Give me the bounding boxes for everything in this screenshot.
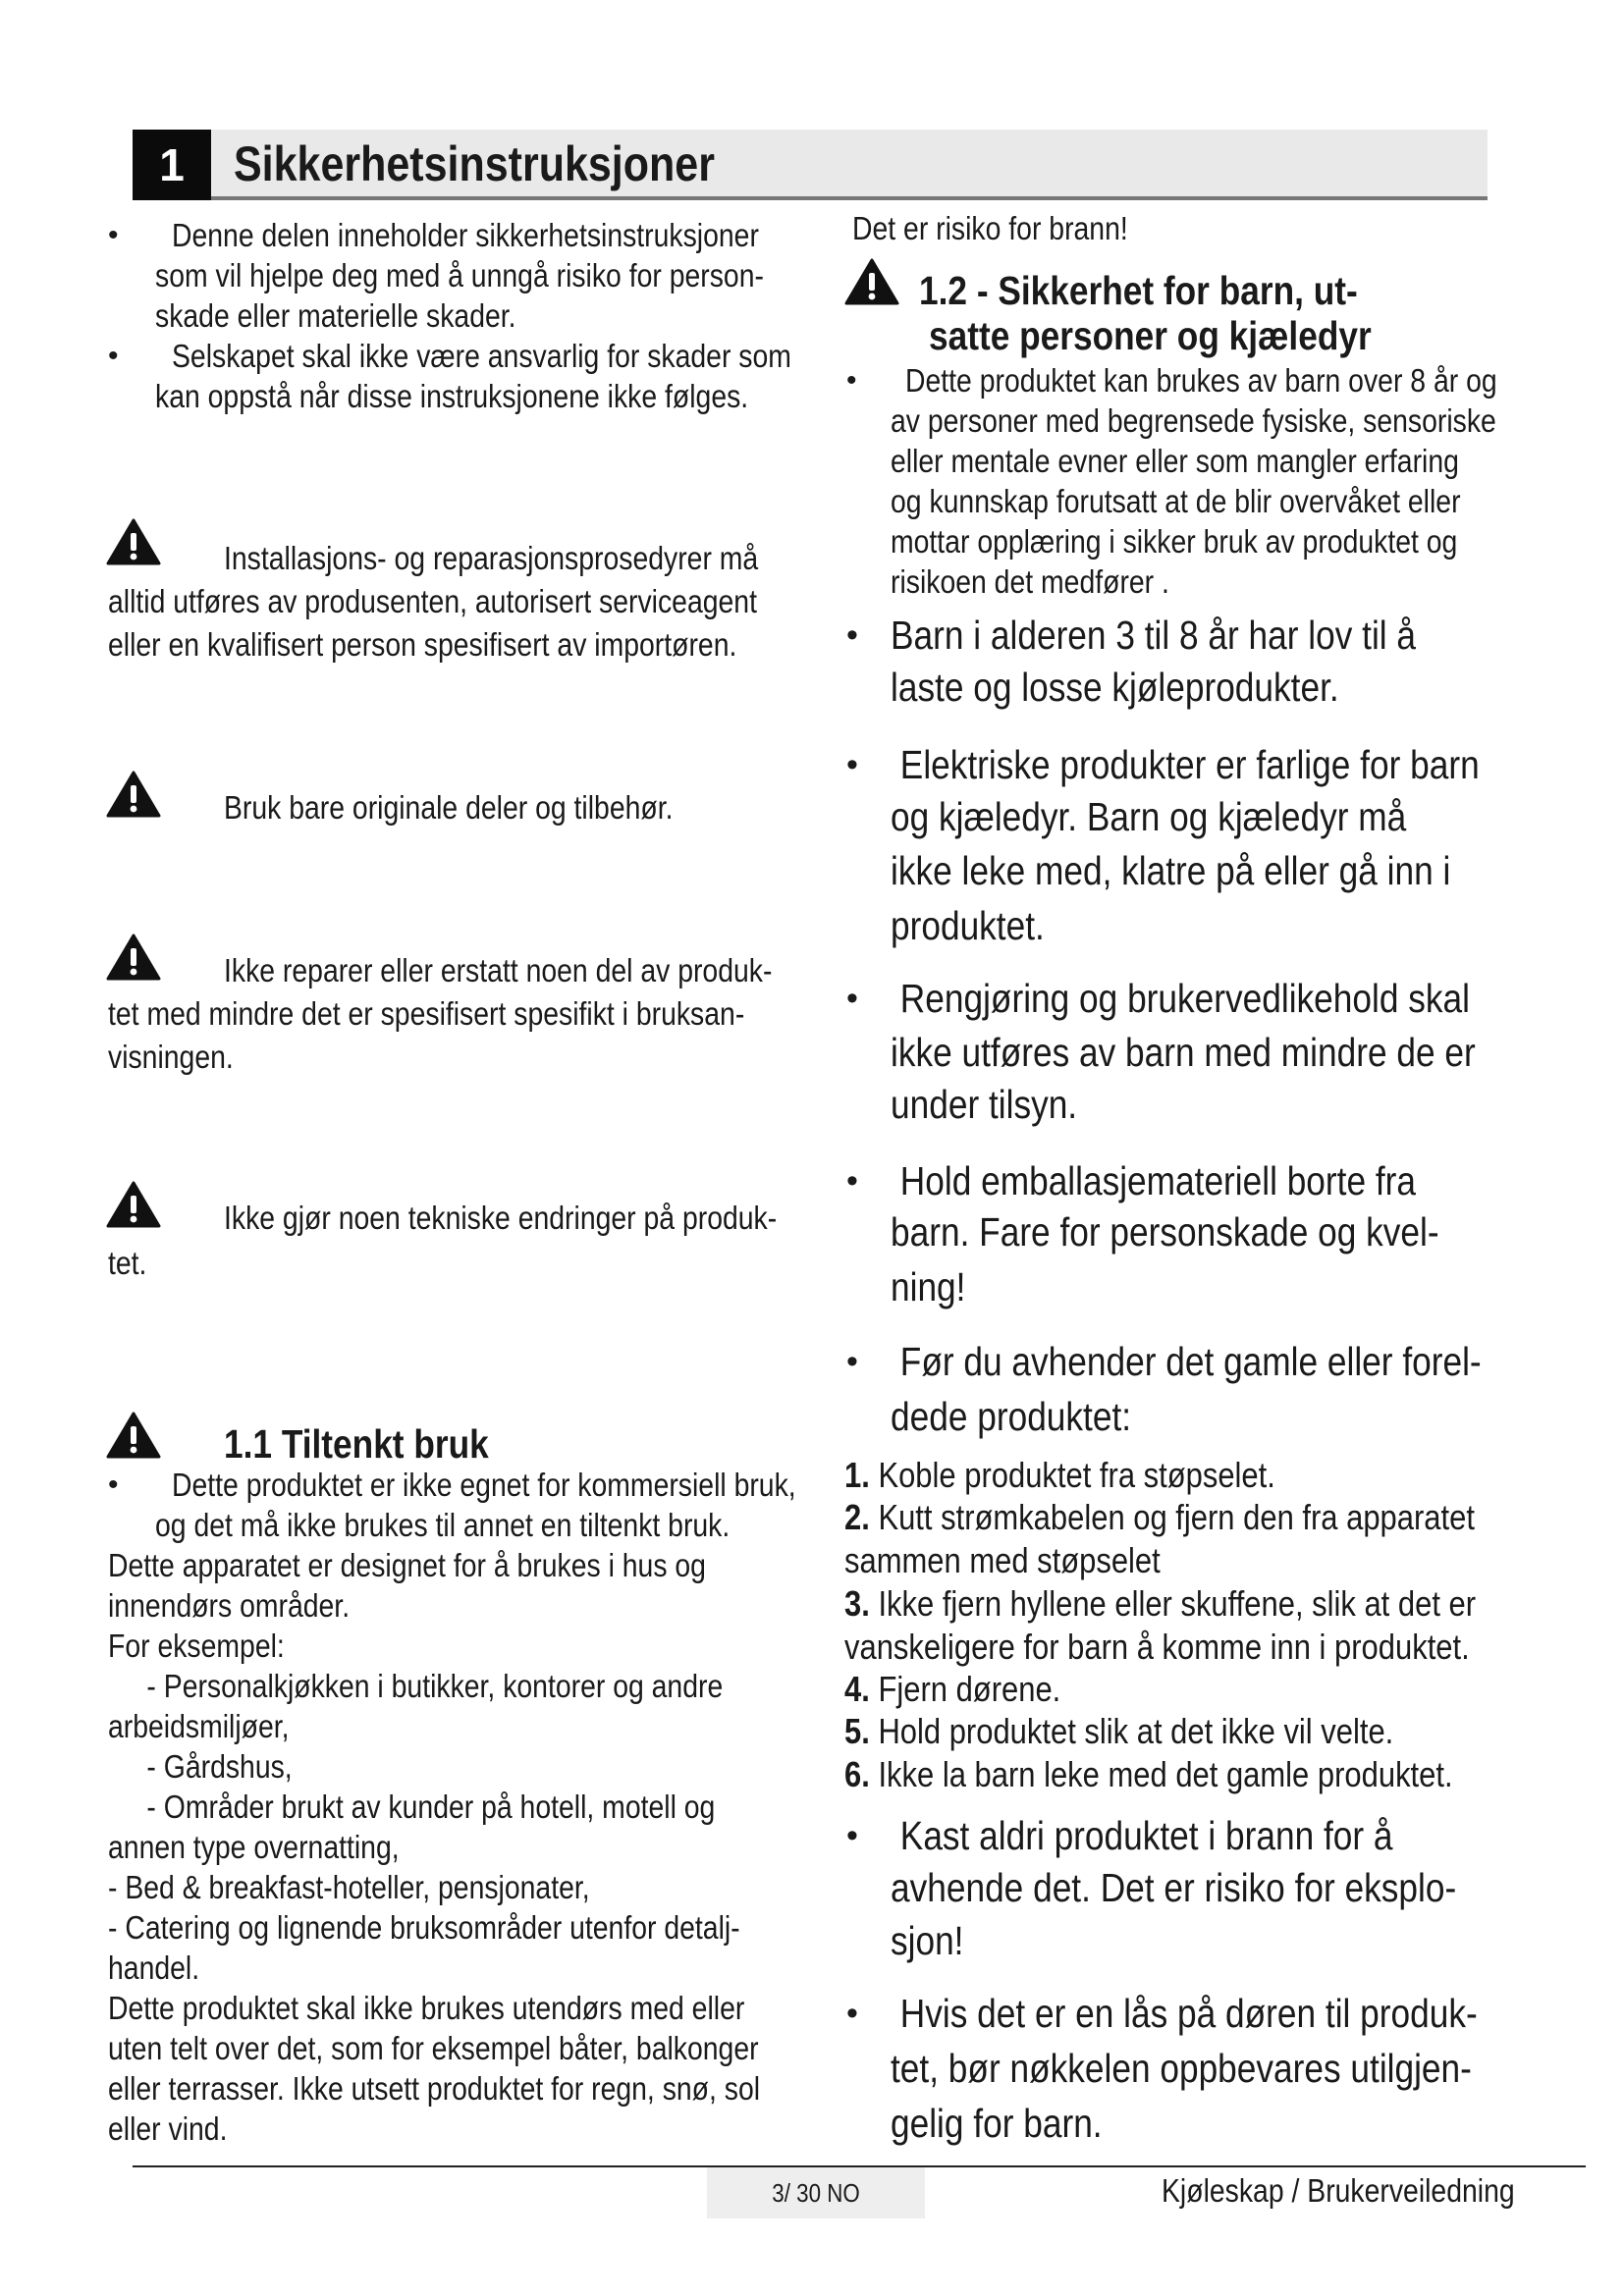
footer-document-title: Kjøleskap / Brukerveiledning [1162,2172,1515,2209]
body-line: - Gårdshus, [108,1748,293,1785]
bullet-glyph: • [846,1162,858,1200]
section-1-2-heading-line-2: satte personer og kjæledyr [929,313,1372,358]
step-text: Kutt strømkabelen og fjern den fra apparatet [878,1497,1475,1537]
section-number: 1 [133,130,211,200]
section-1-1-bullet-line-2: og det må ikke brukes til annet en tiltenkt bruk. [155,1507,731,1543]
section-1-1-bullet-line-1: Dette produktet er ikke egnet for kommersiell bruk, [172,1467,796,1503]
s12-bullet-7-line-3: sjon! [891,1918,964,1963]
intro-1-line-3: skade eller materielle skader. [155,297,516,334]
s12-bullet-5-line-2: barn. Fare for personskade og kvel- [891,1209,1439,1255]
intro-1-line-1: Denne delen inneholder sikkerhetsinstruksjoner [172,217,759,253]
warning-triangle-icon [106,1411,161,1460]
s12-bullet-1-line-3: eller mentale evner eller som mangler erfaring [891,443,1459,479]
warning-3-line-2: tet med mindre det er spesifisert spesifikt i bruksan- [108,995,745,1032]
s12-bullet-8-line-1: Hvis det er en lås på døren til produk- [891,1991,1478,2036]
step-2 [844,1497,1475,1537]
s12-bullet-2-line-1: Barn i alderen 3 til 8 år har lov til å [891,613,1417,658]
warning-triangle-icon [106,933,161,982]
s12-bullet-6-line-2: dede produktet: [891,1394,1132,1439]
body-line: - Catering og lignende bruksområder utenfor detalj- [108,1909,740,1946]
step-5 [844,1711,1393,1751]
step-3 [844,1583,1476,1624]
s12-bullet-4-line-1: Rengjøring og brukervedlikehold skal [891,976,1470,1021]
intro-2-line-2: kan oppstå når disse instruksjonene ikke følges. [155,378,749,414]
intro-2-line-1: Selskapet skal ikke være ansvarlig for skader som [172,338,791,374]
step-number: 2. [844,1497,870,1537]
page-number-text: 3/ 30 NO [772,2178,860,2208]
step-1 [844,1455,1275,1495]
step-text: Hold produktet slik at det ikke vil velte. [878,1711,1394,1751]
step-text: Fjern dørene. [878,1669,1061,1709]
s12-bullet-8-line-2: tet, bør nøkkelen oppbevares utilgjen- [891,2046,1472,2091]
s12-bullet-1-line-5: mottar opplæring i sikker bruk av produktet og [891,523,1458,560]
body-line: eller terrasser. Ikke utsett produktet for regn, snø, sol [108,2070,761,2107]
section-1-1-heading: 1.1 Tiltenkt bruk [224,1421,489,1467]
s12-bullet-3-line-4: produktet. [891,903,1045,948]
bullet-glyph: • [108,1468,119,1501]
bullet-glyph: • [846,1343,858,1380]
body-line: Dette produktet skal ikke brukes utendørs med eller [108,1990,745,2026]
body-line: handel. [108,1949,200,1986]
s12-bullet-8-line-3: gelig for barn. [891,2101,1103,2146]
step-number: 1. [844,1455,870,1495]
step-6 [844,1754,1453,1794]
body-line: innendørs områder. [108,1587,351,1624]
s12-bullet-7-line-2: avhende det. Det er risiko for eksplo- [891,1865,1457,1910]
s12-bullet-1-line-4: og kunnskap forutsatt at de blir overvåket eller [891,483,1461,519]
body-line: - Bed & breakfast-hoteller, pensjonater, [108,1869,590,1905]
warning-3-line-3: visningen. [108,1039,234,1075]
warning-2-line-1: Bruk bare originale deler og tilbehør. [224,789,674,826]
body-line: annen type overnatting, [108,1829,400,1865]
bullet-glyph: • [846,980,858,1017]
s12-bullet-3-line-3: ikke leke med, klatre på eller gå inn i [891,848,1451,893]
page-number [707,2167,925,2218]
step-2-line-2: sammen med støpselet [844,1540,1161,1580]
s12-bullet-2-line-2: laste og losse kjøleprodukter. [891,665,1339,710]
bullet-glyph: • [846,616,858,654]
body-line: eller vind. [108,2110,228,2147]
s12-bullet-3-line-1: Elektriske produkter er farlige for barn [891,742,1480,787]
s12-bullet-4-line-2: ikke utføres av barn med mindre de er [891,1030,1476,1075]
warning-triangle-icon [106,770,161,819]
step-number: 4. [844,1669,870,1709]
body-line: arbeidsmiljøer, [108,1708,290,1744]
s12-bullet-7-line-1: Kast aldri produktet i brann for å [891,1813,1393,1858]
s12-bullet-1-line-1: Dette produktet kan brukes av barn over 8 år og [905,362,1497,399]
step-3-line-2: vanskeligere for barn å komme inn i produktet. [844,1627,1470,1667]
body-line: uten telt over det, som for eksempel båter, balkonger [108,2030,759,2066]
warning-1-line-2: alltid utføres av produsenten, autorisert serviceagent [108,583,757,619]
s12-bullet-5-line-3: ning! [891,1264,966,1309]
warning-1-line-1: Installasjons- og reparasjonsprosedyrer må [224,540,759,576]
s12-bullet-5-line-1: Hold emballasjemateriell borte fra [891,1158,1417,1203]
step-number: 5. [844,1711,870,1751]
step-4 [844,1669,1060,1709]
step-number: 3. [844,1583,870,1624]
warning-4-line-2: tet. [108,1245,147,1281]
warning-3-line-1: Ikke reparer eller erstatt noen del av produk- [224,952,773,988]
step-number: 6. [844,1754,870,1794]
body-line: - Personalkjøkken i butikker, kontorer og andre [108,1668,724,1704]
intro-1-line-2: som vil hjelpe deg med å unngå risiko for person- [155,257,764,294]
body-line: - Områder brukt av kunder på hotell, motell og [108,1789,716,1825]
s12-bullet-1-line-6: risikoen det medfører . [891,563,1169,600]
bullet-glyph: • [846,1817,858,1854]
warning-1-line-3: eller en kvalifisert person spesifisert av importøren. [108,626,737,663]
body-line: For eksempel: [108,1628,285,1664]
bullet-glyph: • [108,340,119,372]
s12-bullet-3-line-2: og kjæledyr. Barn og kjæledyr må [891,794,1407,839]
bullet-glyph: • [108,219,119,251]
warning-triangle-icon [106,1180,161,1229]
warning-4-line-1: Ikke gjør noen tekniske endringer på produk- [224,1200,778,1236]
s12-bullet-6-line-1: Før du avhender det gamle eller forel- [891,1339,1482,1384]
step-text: Ikke fjern hyllene eller skuffene, slik at det er [878,1583,1477,1624]
section-1-2-heading-line-1: 1.2 - Sikkerhet for barn, ut- [919,268,1358,313]
step-text: Koble produktet fra støpselet. [878,1455,1275,1495]
s12-bullet-4-line-3: under tilsyn. [891,1082,1078,1127]
bullet-glyph: • [846,1995,858,2032]
section-title: Sikkerhetsinstruksjoner [234,136,715,191]
warning-triangle-icon [844,257,899,306]
bullet-glyph: • [846,364,857,397]
step-text: Ikke la barn leke med det gamle produktet. [878,1754,1453,1794]
warning-triangle-icon [106,517,161,566]
body-line: Dette apparatet er designet for å brukes i hus og [108,1547,706,1583]
s12-bullet-1-line-2: av personer med begrensede fysiske, sensoriske [891,402,1496,439]
bullet-glyph: • [846,746,858,783]
fire-risk-text: Det er risiko for brann! [852,210,1128,246]
